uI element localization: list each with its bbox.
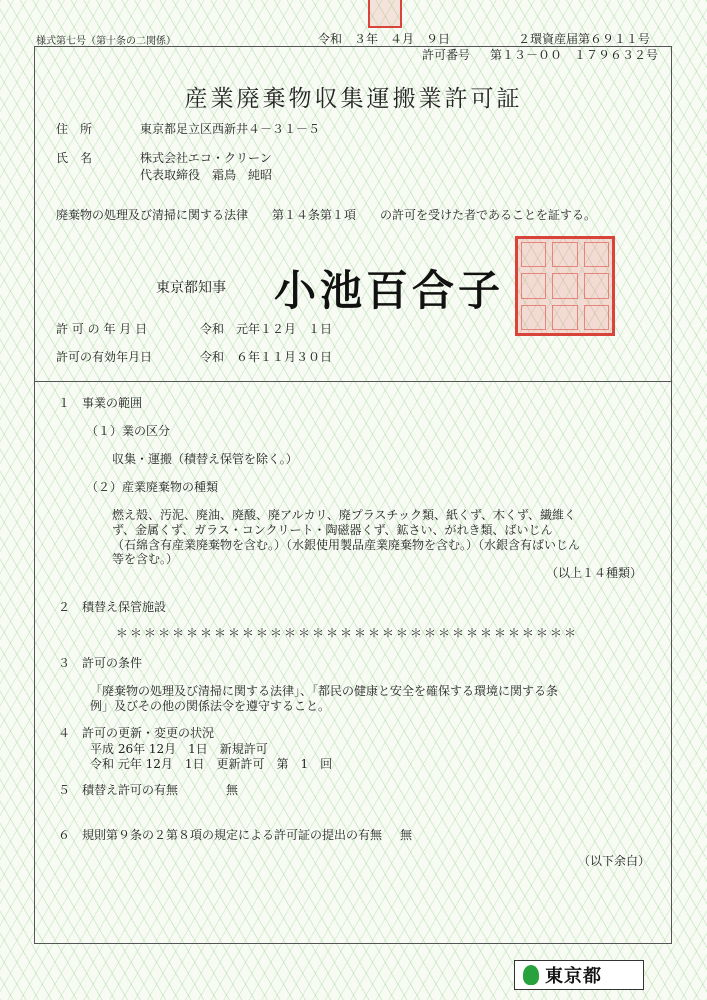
condition-line: 「廃棄物の処理及び清掃に関する法律」、「都民の健康と安全を確保する環境に関する条 xyxy=(90,684,559,698)
renewal-line: 令和 元年 12月 1日 更新許可 第 1 回 xyxy=(90,757,333,771)
section4-heading: ４ 許可の更新・変更の状況 xyxy=(58,726,215,740)
expiry-label: 許可の有効年月日 xyxy=(56,350,153,364)
company-name: 株式会社エコ・クリーン xyxy=(140,151,272,165)
waste-types-heading: （２）産業廃棄物の種類 xyxy=(86,480,219,494)
governor-title: 東京都知事 xyxy=(156,280,226,296)
governor-signature: 小池百合子 xyxy=(274,266,505,315)
renewal-line: 平成 26年 12月 1日 新規許可 xyxy=(90,742,268,756)
logo-text: 東京都 xyxy=(545,966,602,987)
permit-number: 第１３－００ １７９６３２号 xyxy=(490,48,659,62)
address-label: 住 所 xyxy=(56,122,93,136)
waste-types-line: 等を含む。） xyxy=(112,552,179,566)
waste-types-line: （石綿含有産業廃棄物を含む。）（水銀使用製品産業廃棄物を含む。）（水銀含有ばいじん xyxy=(112,538,581,552)
file-number: ２環資産届第６９１１号 xyxy=(518,32,651,46)
official-seal xyxy=(515,236,615,336)
form-number: 様式第七号（第十条の二関係） xyxy=(36,36,176,47)
section5-heading: ５ 積替え許可の有無 xyxy=(58,783,179,797)
closing-note: （以下余白） xyxy=(578,854,651,868)
business-category-value: 収集・運搬（積替え保管を除く。） xyxy=(112,452,298,466)
waste-types-line: ず、金属くず、ガラス・コンクリート・陶磁器くず、鉱さい、がれき類、ばいじん xyxy=(112,523,553,537)
permit-number-label: 許可番号 xyxy=(422,48,471,62)
business-category-heading: （１）業の区分 xyxy=(86,424,171,438)
permit-date-label: 許 可 の 年 月 日 xyxy=(56,322,148,336)
name-label: 氏 名 xyxy=(56,151,93,165)
document-title: 産業廃棄物収集運搬業許可証 xyxy=(184,86,523,112)
section3-heading: ３ 許可の条件 xyxy=(58,656,143,670)
certificate-frame xyxy=(34,46,672,944)
section6-heading: ６ 規則第９条の２第８項の規定による許可証の提出の有無 xyxy=(58,828,383,842)
storage-facility-value: ＊＊＊＊＊＊＊＊＊＊＊＊＊＊＊＊＊＊＊＊＊＊＊＊＊＊＊＊＊＊＊＊＊ xyxy=(116,626,579,640)
section-divider xyxy=(34,381,672,382)
permit-date: 令和 元年１２月 １日 xyxy=(200,322,333,336)
section1-heading: １ 事業の範囲 xyxy=(58,396,143,410)
section6-value: 無 xyxy=(400,828,413,842)
condition-line: 例」及びその他の関係法令を遵守すること。 xyxy=(90,699,331,713)
waste-types-line: 燃え殻、汚泥、廃油、廃酸、廃アルカリ、廃プラスチック類、紙くず、木くず、繊維く xyxy=(112,508,577,522)
tokyo-logo xyxy=(514,960,644,990)
representative-name: 代表取締役 霜鳥 純昭 xyxy=(140,168,273,182)
certification-statement: 廃棄物の処理及び清掃に関する法律 第１４条第１項 の許可を受けた者であることを証する。 xyxy=(56,208,597,222)
expiry-date: 令和 ６年１１月３０日 xyxy=(200,350,333,364)
waste-types-count: （以上１４種類） xyxy=(546,566,643,580)
issue-date: 令和 ３年 ４月 ９日 xyxy=(318,32,451,46)
receipt-stamp xyxy=(368,0,402,28)
ginkgo-leaf-icon xyxy=(523,965,539,985)
address-value: 東京都足立区西新井４－３１－５ xyxy=(140,122,321,136)
section5-value: 無 xyxy=(226,783,239,797)
section2-heading: ２ 積替え保管施設 xyxy=(58,600,167,614)
